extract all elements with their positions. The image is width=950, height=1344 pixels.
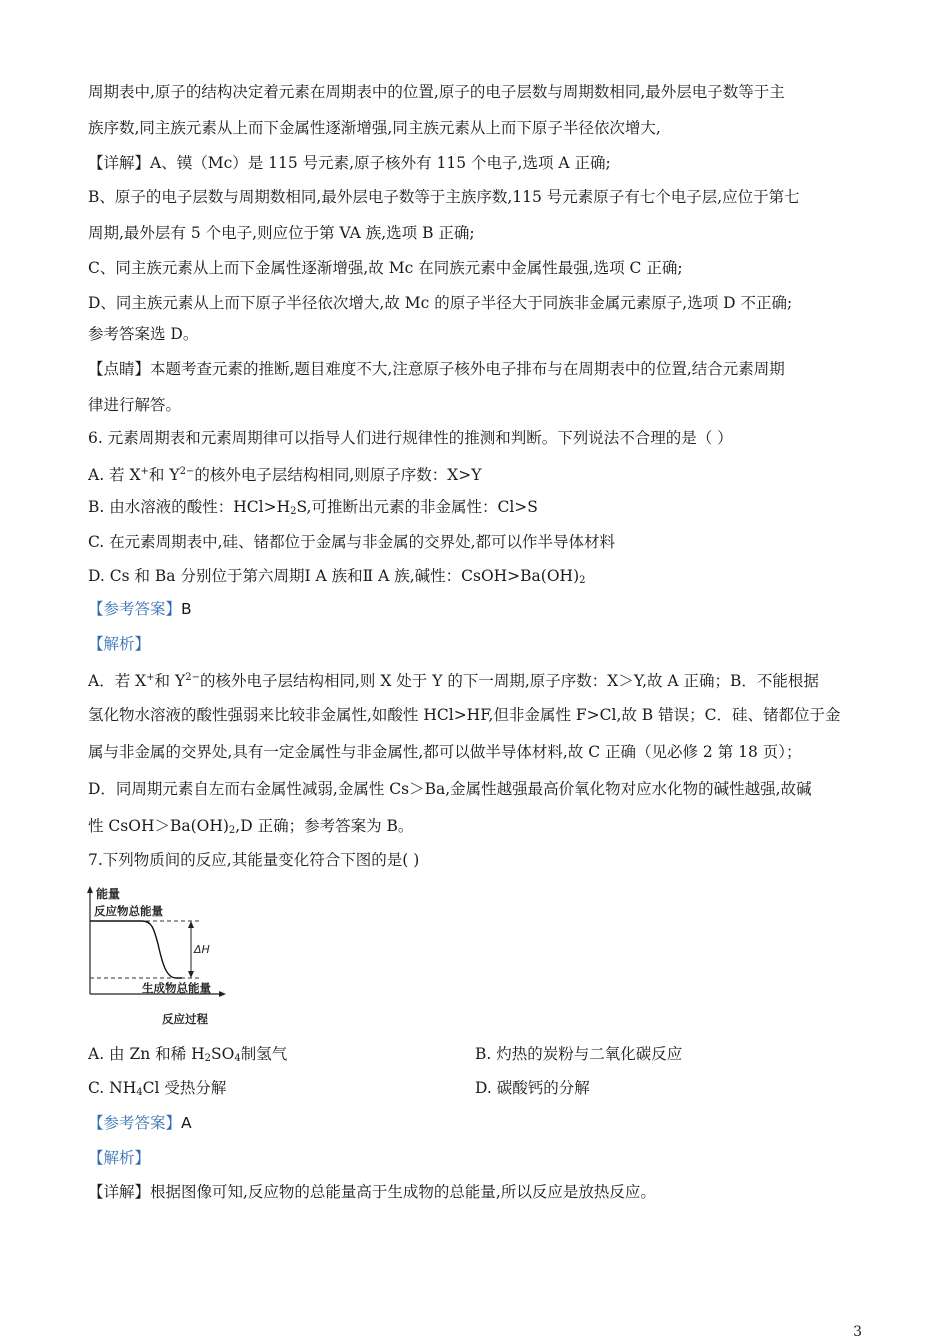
question-6-option-c: C. 在元素周期表中,硅、锗都位于金属与非金属的交界处,都可以作半导体材料 <box>88 533 616 551</box>
question-6-explanation: D．同周期元素自左而右金属性减弱,金属性 Cs＞Ba,金属性越强最高价氧化物对应水化物的碱性越强,故碱 <box>88 780 812 798</box>
x-axis-arrow <box>219 991 226 997</box>
question-6-option-b: B. 由水溶液的酸性：$HCl>H_2S$,可推断出元素的非金属性：Cl>S <box>88 498 538 517</box>
question-6-option-a: A. 若 X+和 $Y^{2-}$的核外电子层结构相同,则原子序数：X>Y <box>88 466 482 484</box>
x-axis-label: 反应过程 <box>162 1012 208 1026</box>
question-6-explanation: A．若 X+和 $Y^{2-}$的核外电子层结构相同,则 X 处于 Y 的下一周期,原子序数：X＞Y,故 A 正确；B．不能根据 <box>88 672 819 690</box>
energy-curve <box>90 921 182 978</box>
question-7-stem: 7.下列物质间的反应,其能量变化符合下图的是( ) <box>88 851 420 869</box>
question-6-explanation: 性 $CsOH>Ba(OH)_2,D$ 正确；参考答案为 B。 <box>88 817 414 836</box>
question-7-analysis-label: 【解析】 <box>88 1149 151 1167</box>
question-6-option-d: D. Cs 和 Ba 分别位于第六周期Ⅰ A 族和Ⅱ A 族,碱性：$CsOH>Ba(OH)_2$ <box>88 567 586 586</box>
text-line: 参考答案选 D。 <box>88 325 199 343</box>
y-axis-arrow <box>87 886 93 893</box>
question-7-option-b: B. 灼热的炭粉与二氧化碳反应 <box>475 1045 683 1063</box>
product-label: 生成物总能量 <box>142 981 211 995</box>
question-7-option-a: A. 由 Zn 和稀 $H_2SO_4$制氢气 <box>88 1045 288 1064</box>
text-line: 【详解】A、镆（Mc）是 115 号元素,原子核外有 115 个电子,选项 A 正确; <box>88 154 611 172</box>
text-line: C、同主族元素从上而下金属性逐渐增强,故 Mc 在同族元素中金属性最强,选项 C 正确; <box>88 259 683 277</box>
question-7-option-c: C. $NH_4Cl$ 受热分解 <box>88 1079 227 1098</box>
text-line: B、原子的电子层数与周期数相同,最外层电子数等于主族序数,115 号元素原子有七个电子层,应位于第七 <box>88 188 800 206</box>
text-line: 【点睛】本题考查元素的推断,题目难度不大,注意原子核外电子排布与在周期表中的位置,结合元素周期 <box>88 360 785 378</box>
question-7-detail: 【详解】根据图像可知,反应物的总能量高于生成物的总能量,所以反应是放热反应。 <box>88 1183 656 1201</box>
text-line: 族序数,同主族元素从上而下金属性逐渐增强,同主族元素从上而下原子半径依次增大, <box>88 119 661 137</box>
question-6-stem: 6. 元素周期表和元素周期律可以指导人们进行规律性的推测和判断。下列说法不合理的是（ ） <box>88 429 733 447</box>
reactant-label: 反应物总能量 <box>94 904 163 918</box>
text-line: 律进行解答。 <box>88 396 182 414</box>
energy-diagram <box>82 884 232 1030</box>
text-line: 周期表中,原子的结构决定着元素在周期表中的位置,原子的电子层数与周期数相同,最外层电子数等于主 <box>88 83 785 101</box>
question-7-option-d: D. 碳酸钙的分解 <box>475 1079 590 1097</box>
question-7-answer: 【参考答案】A <box>88 1114 192 1132</box>
question-6-explanation: 属与非金属的交界处,具有一定金属性与非金属性,都可以做半导体材料,故 C 正确（见必修 2 第 18 页）； <box>88 743 802 761</box>
question-6-answer: 【参考答案】B <box>88 600 192 618</box>
text-line: 周期,最外层有 5 个电子,则应位于第 VA 族,选项 B 正确; <box>88 224 475 242</box>
delta-h-label: ΔH <box>194 943 210 956</box>
question-6-analysis-label: 【解析】 <box>88 635 151 653</box>
question-6-explanation: 氢化物水溶液的酸性强弱来比较非金属性,如酸性 HCl>HF,但非金属性 F>Cl,故 B 错误；C．硅、锗都位于金 <box>88 706 841 724</box>
text-line: D、同主族元素从上而下原子半径依次增大,故 Mc 的原子半径大于同族非金属元素原子,选项 D 不正确; <box>88 294 793 312</box>
page-number: 3 <box>853 1324 862 1340</box>
y-axis-label: 能量 <box>96 887 121 901</box>
